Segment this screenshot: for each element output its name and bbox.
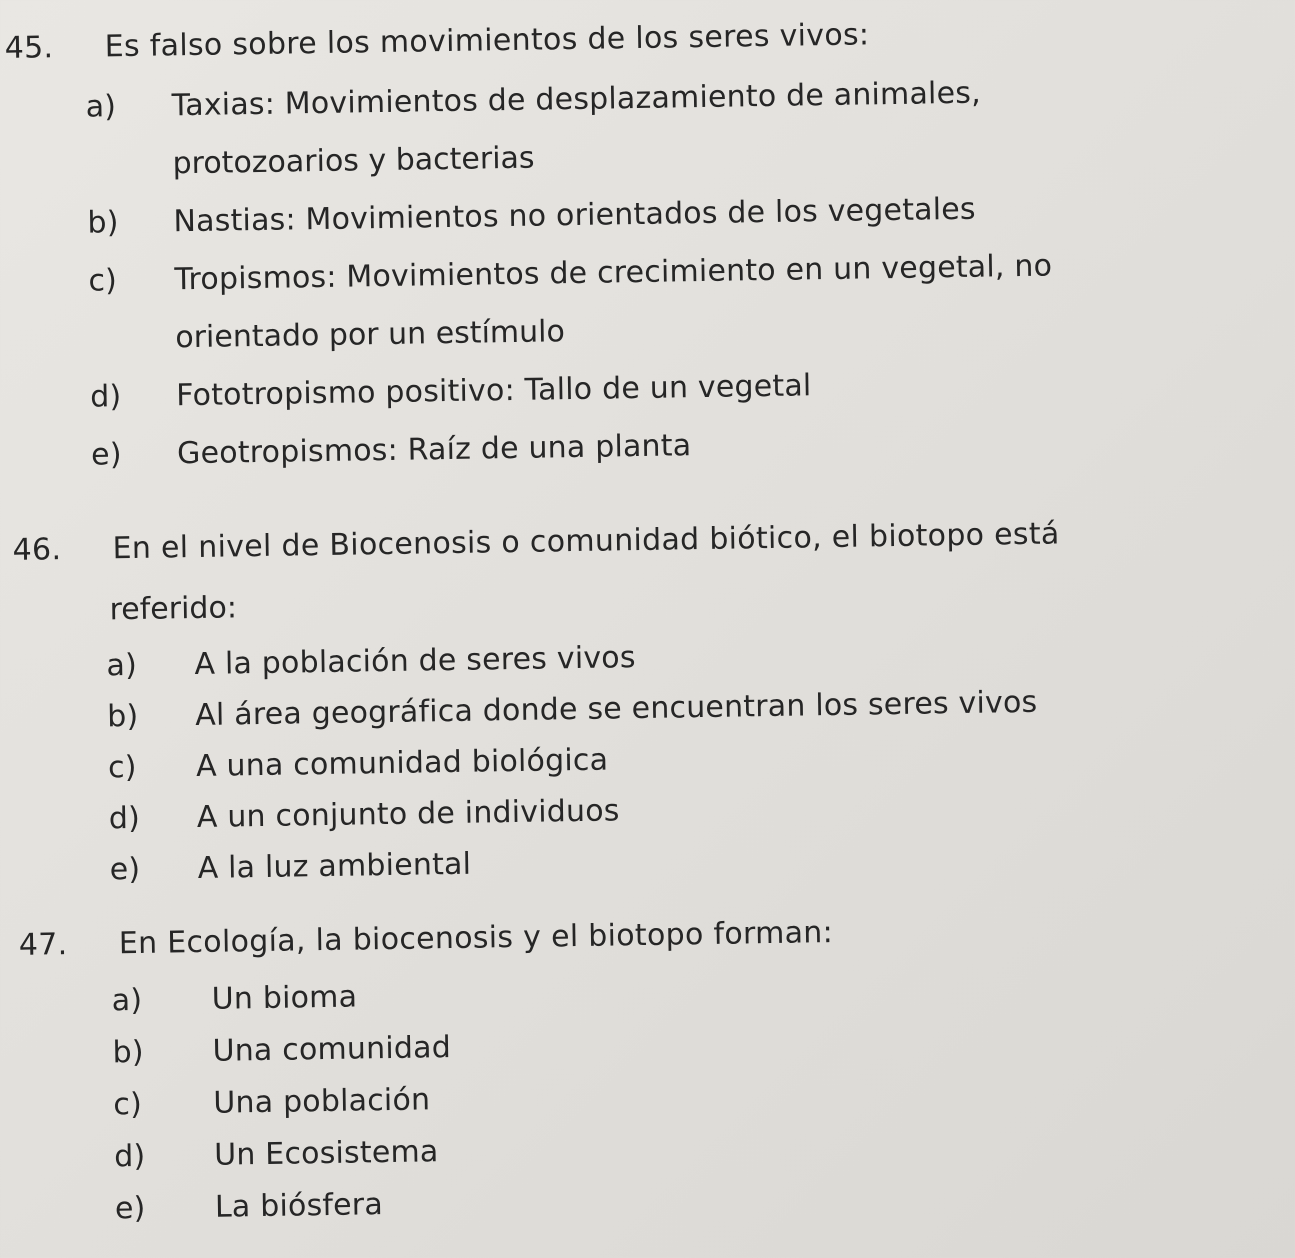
- option-text: Nastias: Movimientos no orientados de los vegetales: [173, 191, 977, 240]
- option-letter: b): [112, 1034, 144, 1071]
- option-letter: a): [85, 89, 117, 125]
- option-letter: e): [109, 851, 141, 888]
- question-prompt: En el nivel de Biocenosis o comunidad biótico, el biotopo está: [112, 516, 1060, 567]
- option-text: A la población de seres vivos: [194, 640, 636, 683]
- question-number: 47.: [18, 927, 68, 963]
- option-text: Un bioma: [211, 979, 358, 1017]
- option-text: A una comunidad biológica: [195, 742, 609, 785]
- option-letter: a): [106, 647, 138, 684]
- option-letter: d): [108, 800, 141, 837]
- option-text: Un Ecosistema: [213, 1134, 439, 1173]
- option-text: Geotropismos: Raíz de una planta: [176, 428, 692, 472]
- question-prompt-continuation: referido:: [109, 590, 238, 628]
- option-text-continuation: orientado por un estímulo: [175, 314, 566, 356]
- option-text: Fototropismo positivo: Tallo de un vegetal: [175, 368, 812, 414]
- option-letter: d): [113, 1138, 146, 1175]
- option-letter: e): [90, 437, 122, 473]
- option-letter: b): [106, 698, 139, 735]
- question-prompt: En Ecología, la biocenosis y el biotopo forman:: [118, 915, 834, 962]
- option-letter: c): [107, 749, 137, 786]
- option-text: A un conjunto de individuos: [196, 793, 620, 836]
- option-text: Una población: [213, 1082, 431, 1121]
- question-number: 46.: [12, 532, 62, 568]
- option-text: A la luz ambiental: [197, 846, 472, 887]
- option-letter: a): [111, 982, 143, 1019]
- option-text: Tropismos: Movimientos de crecimiento en un vegetal, no: [174, 248, 1053, 298]
- option-text: Al área geográfica donde se encuentran los seres vivos: [194, 684, 1038, 734]
- option-letter: e): [114, 1190, 146, 1227]
- option-text: Una comunidad: [212, 1030, 452, 1069]
- option-letter: c): [88, 263, 118, 299]
- option-text: Taxias: Movimientos de desplazamiento de animales,: [171, 75, 982, 124]
- question-46: [8, 500, 1264, 897]
- option-letter: d): [89, 379, 122, 415]
- question-number: 45.: [4, 30, 54, 66]
- option-letter: b): [87, 205, 119, 241]
- question-47: [14, 895, 1269, 1237]
- option-text: La biósfera: [214, 1187, 384, 1225]
- question-prompt: Es falso sobre los movimientos de los seres vivos:: [104, 17, 870, 65]
- question-45: [0, 0, 1257, 486]
- option-text-continuation: protozoarios y bacterias: [172, 140, 535, 182]
- option-letter: c): [113, 1086, 143, 1123]
